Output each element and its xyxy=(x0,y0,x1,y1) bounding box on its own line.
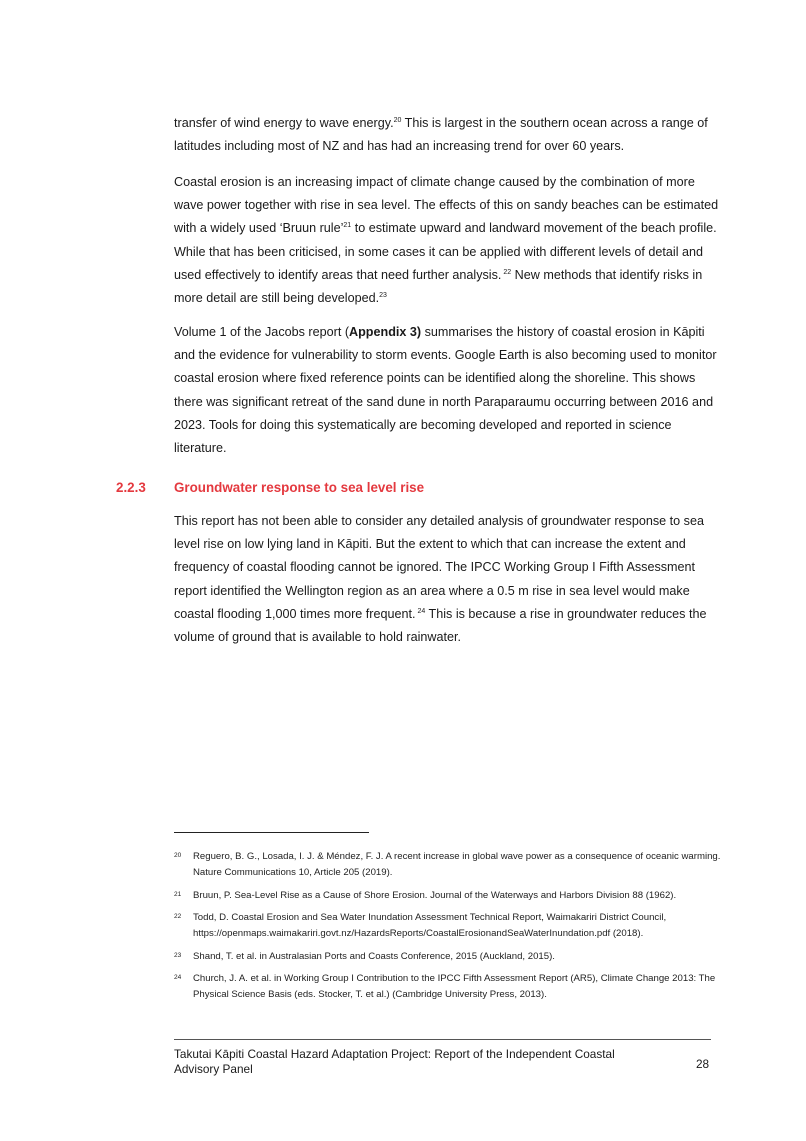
p1-text-b: This is largest in the southern ocean across a range of latitudes including most of NZ and has had an increasing trend for over 60 years. xyxy=(174,116,708,154)
footnote-text: Todd, D. Coastal Erosion and Sea Water Inundation Assessment Technical Report, Waimakariri District Council, https://openmaps.waimakariri.govt.nz/HazardsReports/CoastalErosionandSeaWaterInundation.pdf (2018). xyxy=(193,912,667,939)
p2-text-c: New methods that identify risks in more detail are still being developed. xyxy=(174,267,703,306)
footnote-ref-24[interactable]: 24 xyxy=(415,607,426,615)
body-paragraph-4 xyxy=(174,510,719,649)
section-title: Groundwater response to sea level rise xyxy=(174,480,425,495)
p3-text-a: Volume 1 of the Jacobs report ( xyxy=(174,325,350,339)
footnote-number: 21 xyxy=(174,890,182,898)
p4-text-a: This report has not been able to consider any detailed analysis of groundwater response to sea level rise on low lying land in Kāpiti. But the extent to which that can increase the extent and frequency of coastal flooding cannot be ignored. The IPCC Working Group I Fifth Assessment report identified the Wellington region as an area where a 0.5 m rise in sea level would make coastal flooding 1,000 times more frequent. xyxy=(174,514,704,621)
p3-text-b: summarises the history of coastal erosion in Kāpiti and the evidence for vulnerability to storm events. Google Earth is also becoming used to monitor coastal erosion where fixed reference points can be identified along the shoreline. This shows there was significant retreat of the sand dune in north Paraparaumu occurring between 2016 and 2023. Tools for doing this systematically are becoming developed and reported in science literature. xyxy=(174,325,717,456)
footnote-number: 22 xyxy=(174,913,182,920)
footer-title: Takutai Kāpiti Coastal Hazard Adaptation Project: Report of the Independent Coastal Advisory Panel xyxy=(174,1047,615,1076)
page-number: 28 xyxy=(696,1057,710,1071)
body-paragraph-2 xyxy=(174,171,719,310)
footnote-text: Reguero, B. G., Losada, I. J. & Méndez, F. J. A recent increase in global wave power as a consequence of oceanic warming. Nature Communications 10, Article 205 (2019). xyxy=(193,851,721,878)
p1-text-a: transfer of wind energy to wave energy. xyxy=(174,116,394,130)
footnote-ref-20[interactable]: 20 xyxy=(393,117,402,124)
footnote-text: Shand, T. et al. in Australasian Ports and Coasts Conference, 2015 (Auckland, 2015). xyxy=(193,950,555,962)
footnote-number: 20 xyxy=(174,852,182,859)
footnote-ref-23[interactable]: 23 xyxy=(379,292,387,300)
footnote-item xyxy=(174,849,722,881)
footnote-item xyxy=(174,971,722,1003)
body-paragraph-3 xyxy=(174,321,719,460)
footnotes-list xyxy=(174,849,722,1010)
footnote-item xyxy=(174,910,722,942)
footnote-separator xyxy=(174,832,369,833)
footnote-text: Bruun, P. Sea-Level Rise as a Cause of Shore Erosion. Journal of the Waterways and Harbors Division 88 (1962). xyxy=(193,889,677,901)
body-paragraph-1 xyxy=(174,112,719,158)
footnote-text: Church, J. A. et al. in Working Group I Contribution to the IPCC Fifth Assessment Report (AR5), Climate Change 2013: The Physical Science Basis (eds. Stocker, T. et al.) (Cambridge University Press, 2013). xyxy=(193,973,716,1000)
footnote-number: 24 xyxy=(174,974,182,981)
footnote-item xyxy=(174,949,722,965)
footer-separator xyxy=(174,1039,711,1040)
p2-text-b: to estimate upward and landward movement of the beach profile. While that has been criticised, in some cases it can be applied with different levels of detail and used effectively to identify areas that need further analysis. xyxy=(174,221,717,282)
footnote-ref-21[interactable]: 21 xyxy=(343,222,352,230)
footnote-ref-22[interactable]: 22 xyxy=(501,268,512,276)
p4-text-b: This is because a rise in groundwater reduces the volume of ground that is available to hold rainwater. xyxy=(174,606,707,645)
section-number: 2.2.3 xyxy=(116,480,146,495)
p2-text-a: Coastal erosion is an increasing impact of climate change caused by the combination of more wave power together with rise in sea level. The effects of this on sandy beaches can be estimated with a widely used ‘Bruun rule’ xyxy=(174,175,719,236)
appendix-reference: Appendix 3) xyxy=(349,325,422,339)
footnote-item xyxy=(174,888,722,904)
footnote-number: 23 xyxy=(174,951,182,959)
